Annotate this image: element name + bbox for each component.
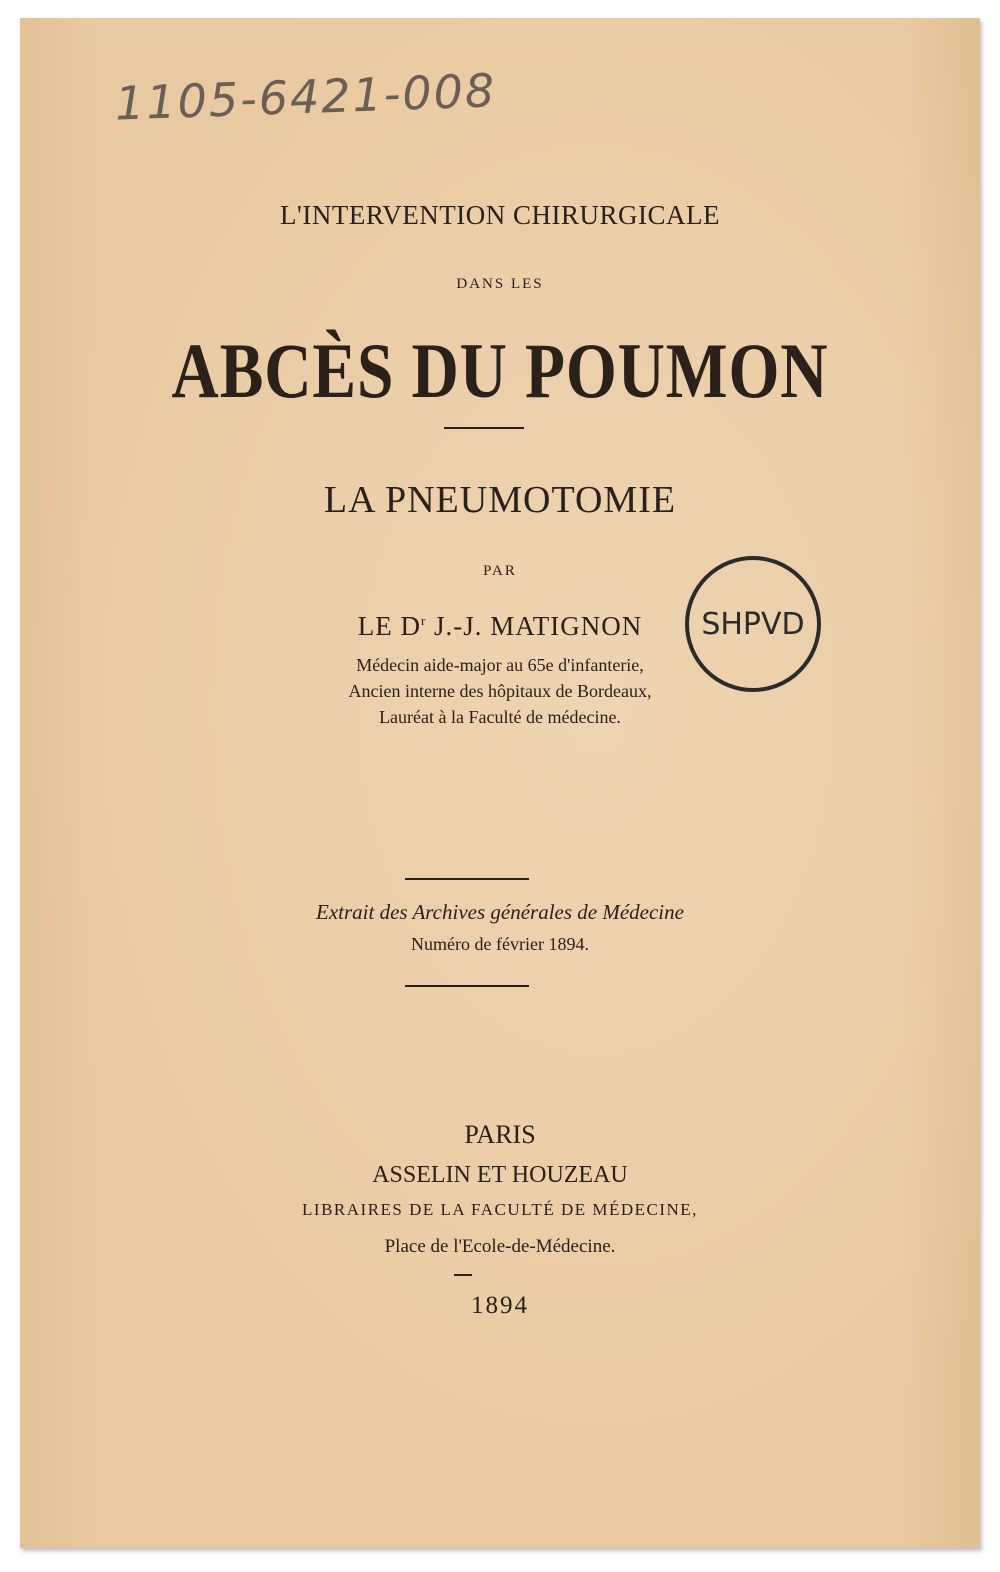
author-affiliation: Médecin aide-major au 65e d'infanterie, (356, 655, 644, 675)
title-line-2: DANS LES (456, 276, 544, 292)
main-title: ABCÈS DU POUMON (171, 327, 829, 414)
publication-year: 1894 (471, 1292, 529, 1319)
author-prefix: LE D (357, 611, 421, 641)
publisher-city: PARIS (464, 1120, 536, 1149)
library-stamp (685, 556, 821, 692)
title-line-1: L'INTERVENTION CHIRURGICALE (280, 200, 720, 230)
author-name-text: J.-J. MATIGNON (426, 611, 643, 641)
author-prefix-sup: r (420, 613, 427, 628)
divider-rule (405, 985, 529, 987)
by-label: PAR (483, 563, 517, 579)
extract-source: Extrait des Archives générales de Médecine (316, 900, 684, 924)
publisher-description: LIBRAIRES DE LA FACULTÉ DE MÉDECINE, (302, 1200, 698, 1219)
publisher-address: Place de l'Ecole-de-Médecine. (384, 1236, 616, 1257)
divider-rule (444, 427, 524, 429)
author-affiliation: Ancien interne des hôpitaux de Bordeaux, (348, 681, 652, 701)
stamp-text: SHPVD (701, 606, 805, 642)
document-page (20, 18, 980, 1548)
handwritten-shelfmark: 1105-6421-008 (114, 63, 497, 131)
divider-rule (405, 878, 529, 880)
divider-dash (454, 1274, 472, 1276)
author-affiliation: Lauréat à la Faculté de médecine. (379, 707, 621, 727)
author-name (20, 611, 980, 642)
publisher-name: ASSELIN ET HOUZEAU (372, 1162, 628, 1188)
subtitle: LA PNEUMOTOMIE (323, 479, 677, 521)
extract-issue: Numéro de février 1894. (411, 934, 589, 954)
